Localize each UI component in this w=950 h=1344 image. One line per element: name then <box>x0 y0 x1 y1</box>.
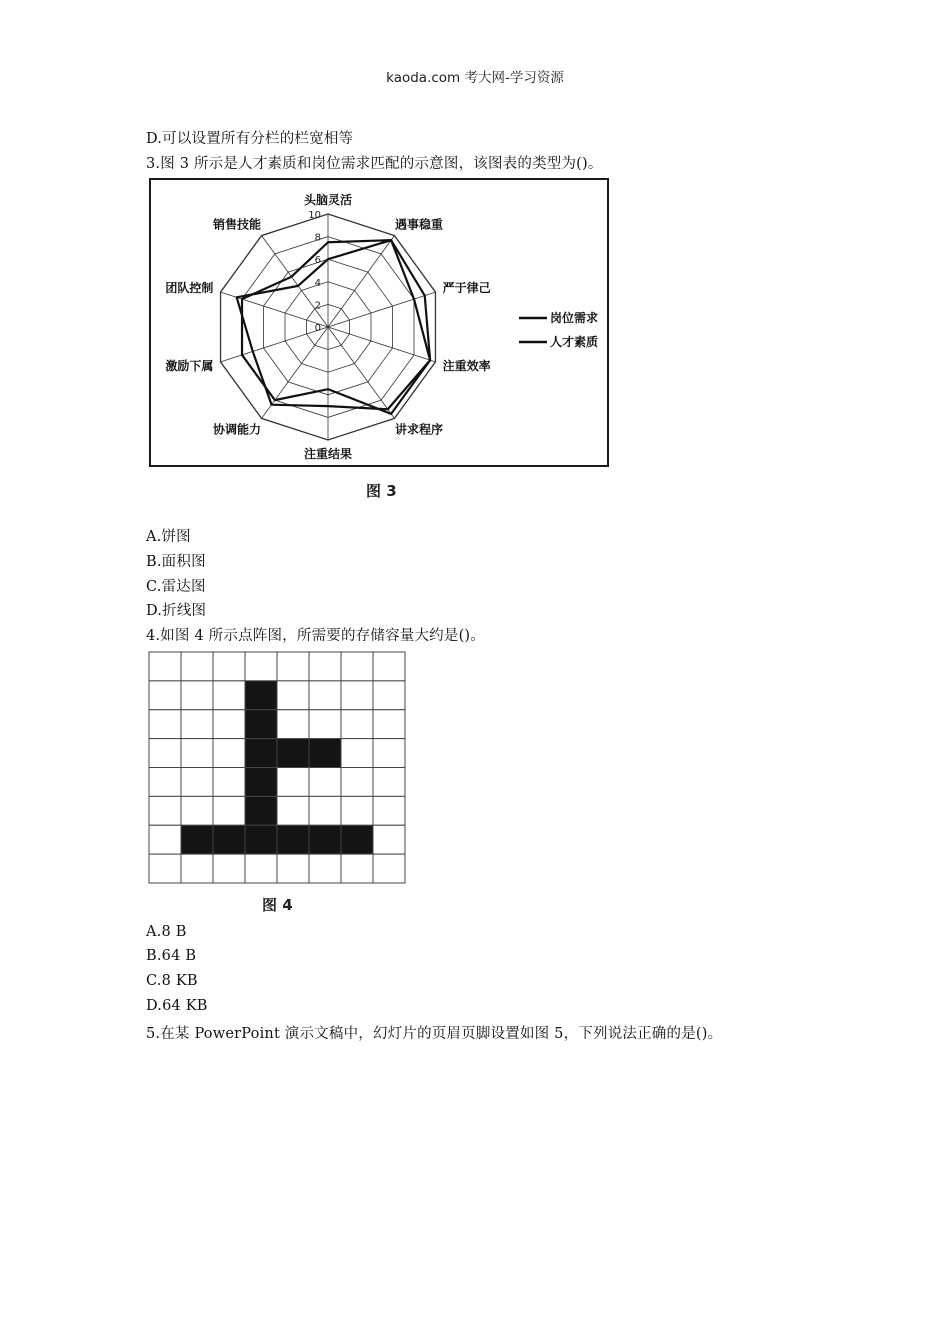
grid-cell-empty <box>341 652 373 681</box>
legend-label: 岗位需求 <box>550 311 599 325</box>
radar-category-label: 讲求程序 <box>394 422 444 437</box>
radar-spoke <box>328 327 394 418</box>
grid-cell-empty <box>245 652 277 681</box>
q3-question: 3.图 3 所示是人才素质和岗位需求匹配的示意图，该图表的类型为()。 <box>146 156 603 172</box>
q5-question: 5.在某 PowerPoint 演示文稿中，幻灯片的页眉页脚设置如图 5，下列说法正确的是()。 <box>146 1026 723 1042</box>
radar-spoke <box>328 327 435 362</box>
grid-cell-empty <box>341 681 373 710</box>
grid-cell-empty <box>373 652 405 681</box>
radar-category-label: 头脑灵活 <box>303 193 353 207</box>
radar-category-label: 协调能力 <box>212 422 262 437</box>
radar-tick-label: 0 <box>314 323 321 334</box>
grid-cell-empty <box>181 854 213 883</box>
radar-category-label: 注重结果 <box>303 447 353 461</box>
grid-cell-empty <box>277 854 309 883</box>
q2-option-d: D.可以设置所有分栏的栏宽相等 <box>146 131 354 147</box>
radar-spoke <box>221 327 328 362</box>
grid-cell-filled <box>213 825 245 854</box>
grid-cell-empty <box>373 825 405 854</box>
grid-cell-empty <box>149 652 181 681</box>
radar-series-line <box>237 240 430 409</box>
grid-cell-empty <box>149 825 181 854</box>
q3-option-b: B.面积图 <box>146 554 206 570</box>
radar-tick-label: 4 <box>314 277 321 289</box>
radar-category-label: 销售技能 <box>212 217 262 232</box>
figure-3-caption: 图 3 <box>366 482 397 500</box>
figure-4-caption: 图 4 <box>262 896 293 914</box>
grid-cell-empty <box>213 768 245 797</box>
grid-cell-empty <box>181 768 213 797</box>
grid-cell-empty <box>373 739 405 768</box>
grid-cell-filled <box>245 710 277 739</box>
grid-cell-filled <box>245 768 277 797</box>
grid-cell-empty <box>309 768 341 797</box>
radar-tick-label: 8 <box>314 232 321 244</box>
grid-cell-empty <box>277 796 309 825</box>
grid-cell-filled <box>309 739 341 768</box>
q3-option-c: C.雷达图 <box>146 579 206 595</box>
grid-cell-empty <box>213 710 245 739</box>
radar-category-label: 遇事稳重 <box>394 217 444 232</box>
grid-cell-empty <box>213 854 245 883</box>
q4-option-d: D.64 KB <box>146 998 208 1014</box>
grid-cell-empty <box>277 710 309 739</box>
q4-option-a: A.8 B <box>146 924 187 940</box>
grid-cell-filled <box>245 796 277 825</box>
grid-cell-empty <box>341 796 373 825</box>
radar-category-label: 团队控制 <box>165 280 214 295</box>
q3-option-d: D.折线图 <box>146 603 207 619</box>
dot-matrix-figure <box>148 651 406 884</box>
grid-cell-empty <box>149 796 181 825</box>
grid-cell-empty <box>341 768 373 797</box>
grid-cell-filled <box>245 825 277 854</box>
radar-tick-label: 2 <box>314 300 321 312</box>
grid-cell-empty <box>213 796 245 825</box>
grid-cell-empty <box>181 652 213 681</box>
grid-cell-empty <box>341 854 373 883</box>
grid-cell-filled <box>277 825 309 854</box>
radar-category-label: 激励下属 <box>165 359 214 374</box>
q4-question: 4.如图 4 所示点阵图，所需要的存储容量大约是()。 <box>146 628 485 644</box>
grid-cell-empty <box>277 681 309 710</box>
grid-cell-empty <box>181 681 213 710</box>
radar-category-label: 注重效率 <box>442 359 491 374</box>
grid-cell-empty <box>373 768 405 797</box>
grid-cell-empty <box>213 739 245 768</box>
grid-cell-filled <box>245 739 277 768</box>
radar-chart-frame <box>149 178 609 467</box>
page-header: kaoda.com 考大网-学习资源 <box>386 70 564 86</box>
grid-cell-empty <box>373 710 405 739</box>
grid-cell-empty <box>149 739 181 768</box>
grid-cell-empty <box>213 652 245 681</box>
grid-cell-filled <box>277 739 309 768</box>
grid-cell-empty <box>309 854 341 883</box>
grid-cell-empty <box>309 710 341 739</box>
radar-category-label: 严于律己 <box>442 280 491 295</box>
grid-cell-empty <box>373 854 405 883</box>
q3-option-a: A.饼图 <box>146 529 191 545</box>
legend-label: 人才素质 <box>550 335 599 349</box>
grid-cell-empty <box>309 652 341 681</box>
grid-cell-empty <box>309 681 341 710</box>
grid-cell-filled <box>309 825 341 854</box>
radar-chart <box>151 180 607 465</box>
grid-cell-empty <box>277 768 309 797</box>
grid-cell-empty <box>341 739 373 768</box>
grid-cell-empty <box>213 681 245 710</box>
grid-cell-empty <box>309 796 341 825</box>
grid-cell-filled <box>341 825 373 854</box>
grid-cell-empty <box>149 710 181 739</box>
grid-cell-empty <box>373 796 405 825</box>
grid-cell-empty <box>341 710 373 739</box>
grid-cell-empty <box>181 739 213 768</box>
q4-option-c: C.8 KB <box>146 973 198 989</box>
radar-tick-label: 10 <box>308 210 321 221</box>
grid-cell-empty <box>181 796 213 825</box>
q4-option-b: B.64 B <box>146 948 197 964</box>
grid-cell-empty <box>181 710 213 739</box>
grid-cell-empty <box>245 854 277 883</box>
grid-cell-empty <box>149 768 181 797</box>
grid-cell-empty <box>277 652 309 681</box>
grid-cell-filled <box>181 825 213 854</box>
grid-cell-empty <box>373 681 405 710</box>
grid-cell-filled <box>245 681 277 710</box>
radar-tick-label: 6 <box>314 255 321 267</box>
grid-cell-empty <box>149 854 181 883</box>
grid-cell-empty <box>149 681 181 710</box>
